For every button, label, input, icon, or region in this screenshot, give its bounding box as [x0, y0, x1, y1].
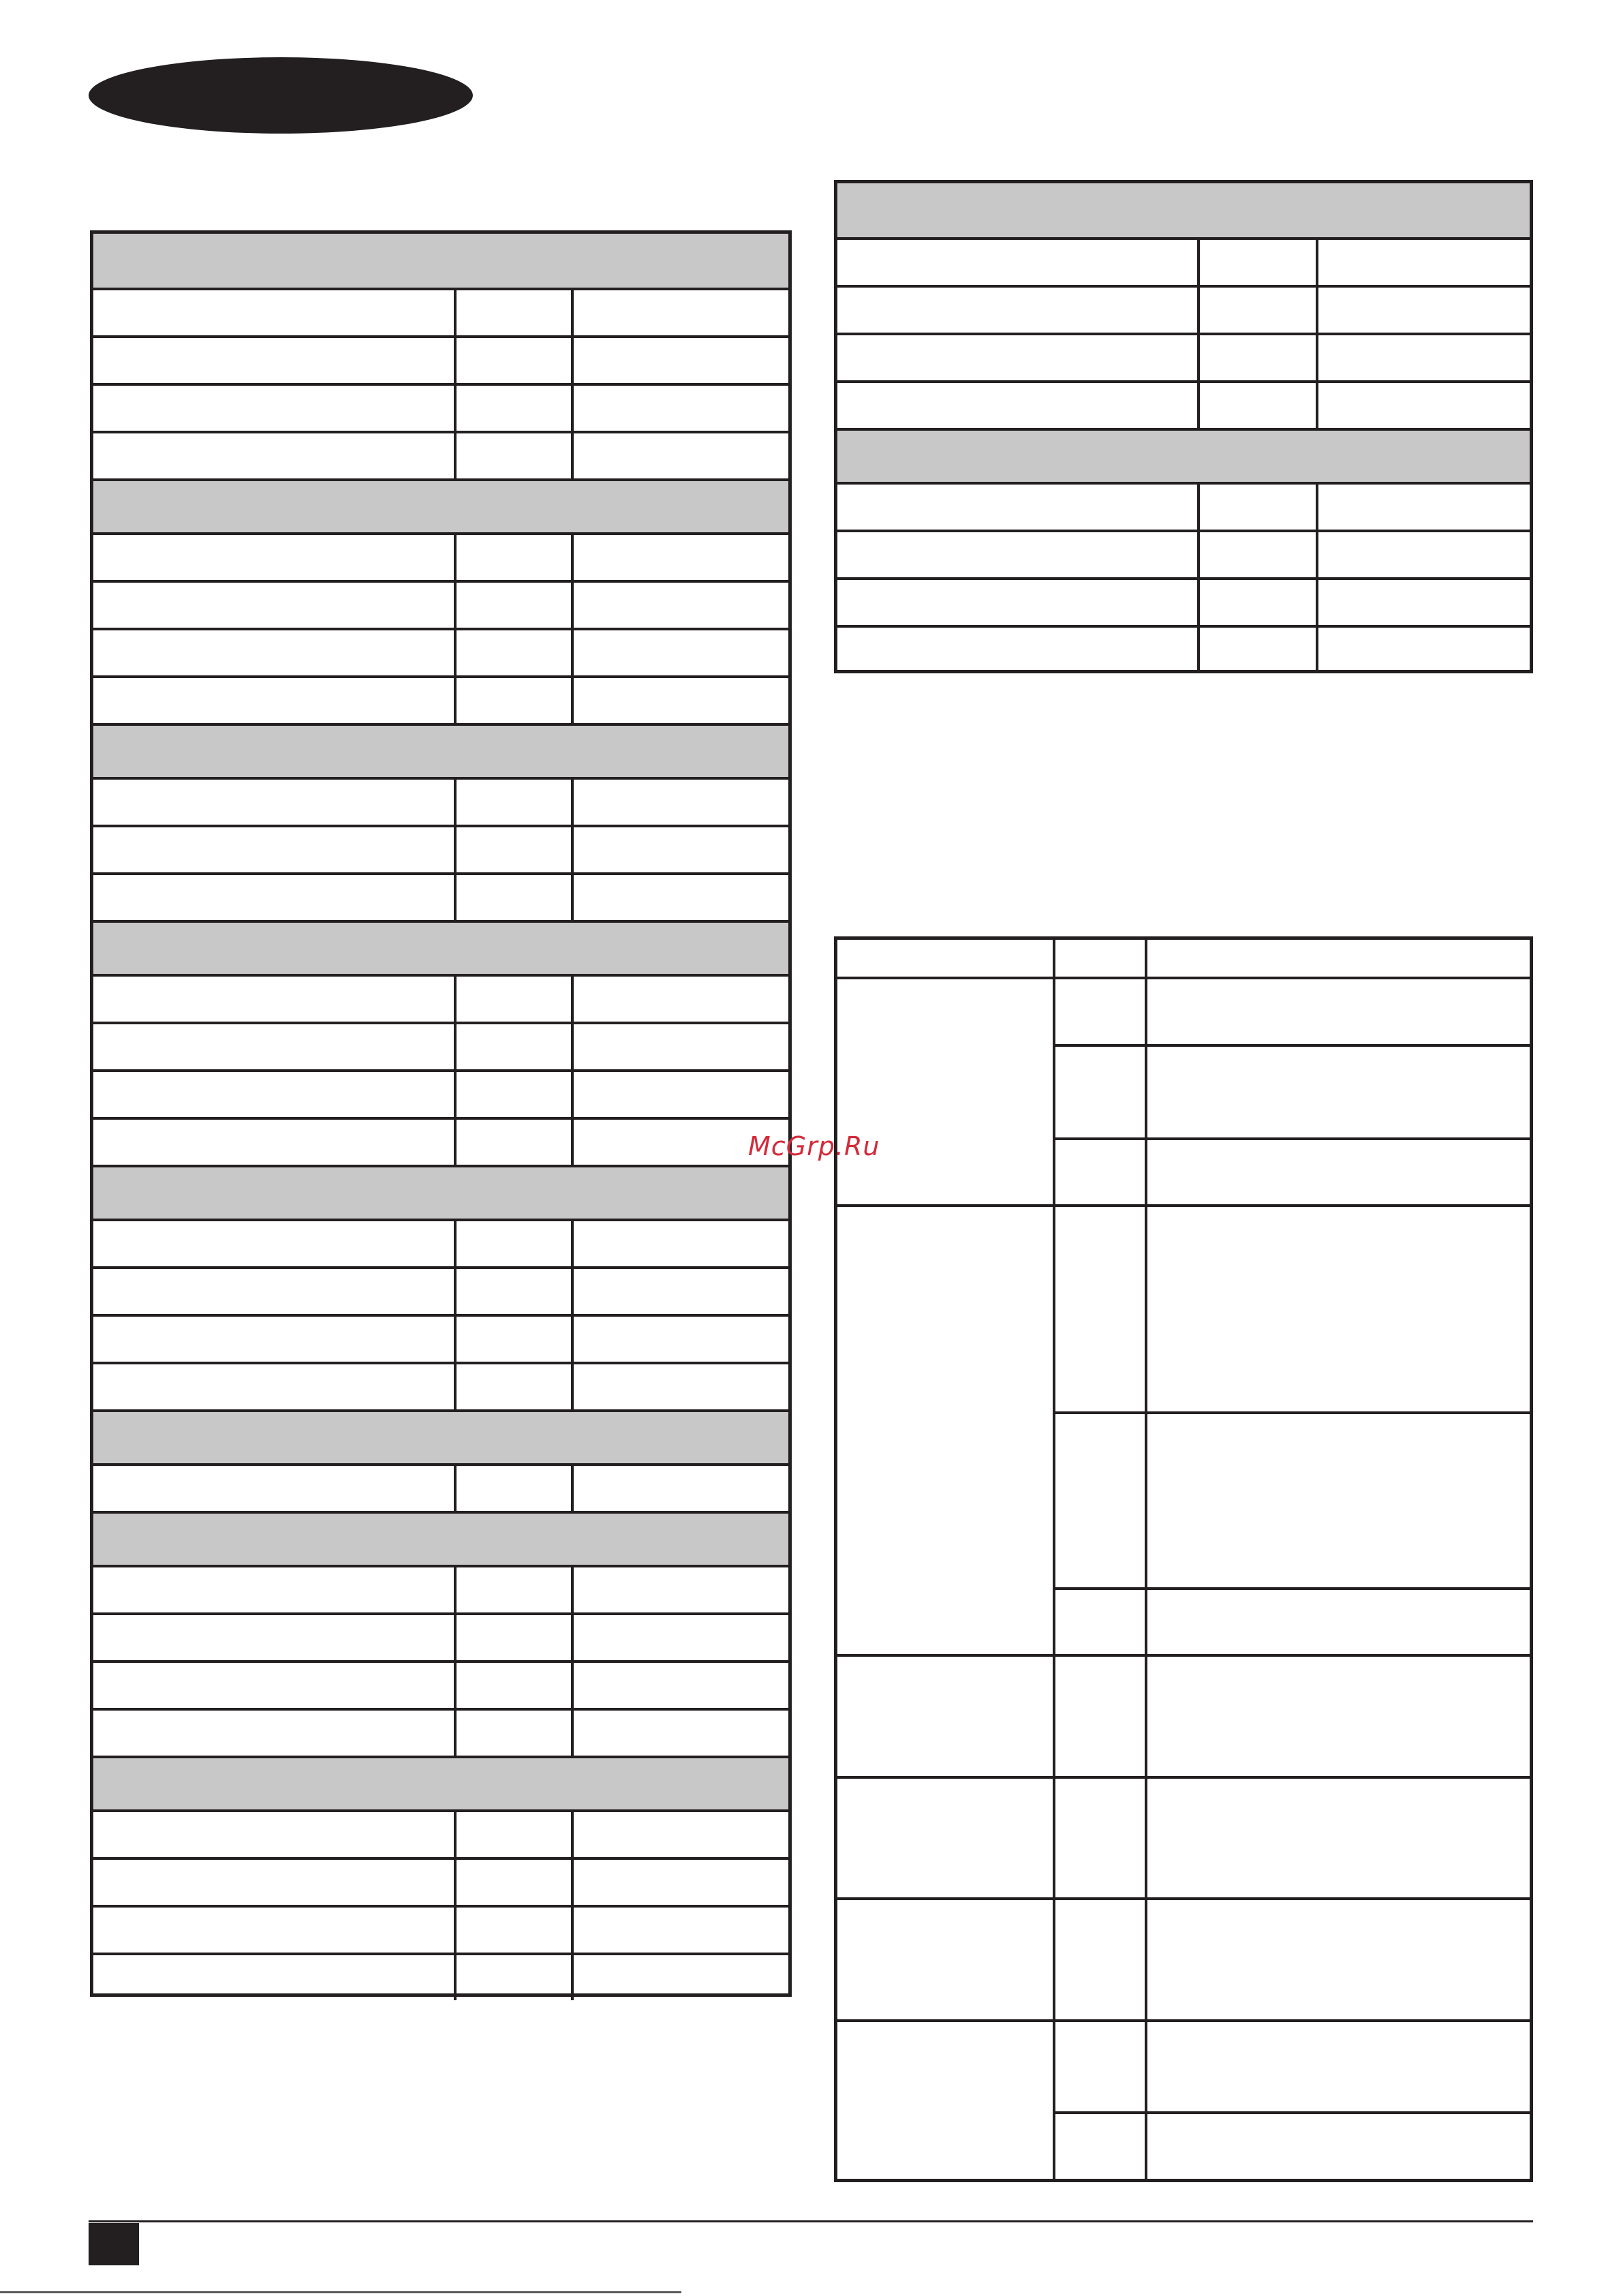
table-cell — [454, 678, 571, 723]
table-header-rule — [837, 977, 1530, 979]
column-divider — [1053, 940, 1055, 2179]
table-cell — [93, 678, 454, 723]
table-row — [93, 1612, 788, 1660]
table-cell — [454, 1120, 571, 1165]
table-cell — [454, 1663, 571, 1708]
table-cell — [1316, 335, 1530, 380]
table-cell — [837, 628, 1197, 673]
table-cell — [1197, 383, 1316, 428]
table-cell — [1197, 532, 1316, 577]
table-row — [93, 1857, 788, 1905]
group-divider — [837, 1204, 1530, 1207]
table-row — [93, 1660, 788, 1708]
group-divider — [837, 1654, 1530, 1657]
table-row — [93, 1463, 788, 1511]
table-cell — [837, 485, 1197, 530]
specifications-table-left — [90, 230, 792, 1997]
table-cell — [454, 827, 571, 872]
section-header-row — [93, 1409, 788, 1463]
table-cell — [454, 290, 571, 335]
section-header-row — [93, 1756, 788, 1809]
troubleshooting-table — [834, 936, 1533, 2182]
table-cell — [454, 338, 571, 383]
table-cell — [93, 1024, 454, 1069]
table-cell — [454, 1615, 571, 1660]
table-row — [93, 1069, 788, 1117]
table-row — [93, 383, 788, 431]
table-cell — [93, 780, 454, 825]
page-number-box — [89, 2223, 139, 2265]
table-cell — [93, 1466, 454, 1511]
table-cell — [571, 290, 788, 335]
table-row — [93, 1809, 788, 1857]
table-cell — [454, 1269, 571, 1314]
table-cell — [1316, 628, 1530, 673]
table-cell — [454, 875, 571, 920]
table-cell — [571, 977, 788, 1022]
table-cell — [454, 630, 571, 675]
row-divider — [1055, 1137, 1530, 1140]
group-divider — [837, 1776, 1530, 1779]
table-cell — [93, 1269, 454, 1314]
table-cell — [1316, 240, 1530, 285]
table-cell — [1197, 335, 1316, 380]
table-row — [93, 1953, 788, 2000]
table-cell — [571, 1812, 788, 1857]
table-cell — [93, 290, 454, 335]
table-cell — [93, 1711, 454, 1756]
table-cell — [837, 335, 1197, 380]
table-cell — [1197, 580, 1316, 625]
table-cell — [454, 1466, 571, 1511]
section-header-row — [93, 1165, 788, 1219]
table-cell — [1197, 628, 1316, 673]
row-divider — [1055, 1044, 1530, 1047]
section-header-row — [837, 183, 1530, 237]
table-cell — [571, 780, 788, 825]
table-row — [837, 482, 1530, 530]
table-cell — [93, 1812, 454, 1857]
table-cell — [454, 977, 571, 1022]
table-cell — [454, 1317, 571, 1362]
table-cell — [1316, 288, 1530, 333]
table-cell — [454, 1567, 571, 1612]
table-cell — [93, 1364, 454, 1409]
table-cell — [93, 1120, 454, 1165]
table-row — [93, 1565, 788, 1612]
table-cell — [1197, 240, 1316, 285]
table-cell — [571, 1221, 788, 1266]
table-row — [93, 872, 788, 920]
table-cell — [837, 532, 1197, 577]
table-cell — [93, 1221, 454, 1266]
table-row — [837, 625, 1530, 673]
table-cell — [571, 827, 788, 872]
table-cell — [571, 1663, 788, 1708]
table-row — [93, 628, 788, 675]
table-cell — [93, 977, 454, 1022]
table-cell — [454, 1711, 571, 1756]
table-cell — [1316, 383, 1530, 428]
table-cell — [454, 433, 571, 478]
table-cell — [1316, 485, 1530, 530]
table-cell — [454, 1860, 571, 1905]
table-cell — [837, 288, 1197, 333]
table-cell — [571, 875, 788, 920]
table-row — [93, 335, 788, 383]
table-cell — [93, 1860, 454, 1905]
table-row — [93, 1905, 788, 1953]
table-cell — [454, 1955, 571, 2000]
table-cell — [571, 1711, 788, 1756]
table-row — [93, 675, 788, 723]
table-row — [837, 285, 1530, 333]
table-cell — [93, 1663, 454, 1708]
table-row — [93, 1219, 788, 1266]
group-divider — [837, 1897, 1530, 1900]
table-row — [837, 237, 1530, 285]
table-row — [93, 777, 788, 825]
table-cell — [571, 583, 788, 628]
table-cell — [571, 386, 788, 431]
table-row — [93, 1117, 788, 1165]
table-cell — [93, 1567, 454, 1612]
table-row — [93, 1266, 788, 1314]
table-cell — [571, 1024, 788, 1069]
table-row — [93, 1022, 788, 1069]
section-header-row — [93, 234, 788, 288]
table-cell — [454, 780, 571, 825]
table-cell — [454, 1364, 571, 1409]
table-row — [93, 825, 788, 872]
section-header-row — [837, 428, 1530, 482]
table-cell — [93, 1072, 454, 1117]
table-row — [837, 530, 1530, 577]
table-cell — [571, 1860, 788, 1905]
table-cell — [93, 1955, 454, 2000]
table-row — [837, 380, 1530, 428]
row-divider — [1055, 1411, 1530, 1414]
table-cell — [837, 383, 1197, 428]
table-row — [837, 333, 1530, 380]
footer-rule — [89, 2220, 1533, 2222]
table-row — [93, 580, 788, 628]
table-row — [837, 577, 1530, 625]
table-cell — [454, 386, 571, 431]
table-row — [93, 974, 788, 1022]
table-cell — [571, 1567, 788, 1612]
table-cell — [571, 433, 788, 478]
table-cell — [571, 1364, 788, 1409]
group-divider — [837, 2019, 1530, 2022]
table-cell — [571, 1269, 788, 1314]
table-cell — [571, 535, 788, 580]
table-cell — [454, 1221, 571, 1266]
table-cell — [93, 535, 454, 580]
table-cell — [1197, 288, 1316, 333]
table-cell — [454, 1072, 571, 1117]
table-cell — [454, 535, 571, 580]
table-cell — [93, 630, 454, 675]
table-cell — [454, 583, 571, 628]
language-badge — [89, 57, 473, 134]
table-row — [93, 1314, 788, 1362]
column-divider — [1145, 940, 1147, 2179]
table-cell — [454, 1812, 571, 1857]
table-cell — [837, 240, 1197, 285]
specifications-table-right — [834, 180, 1533, 673]
table-row — [93, 431, 788, 478]
table-row — [93, 288, 788, 335]
table-row — [93, 1362, 788, 1409]
table-cell — [93, 1317, 454, 1362]
table-cell — [837, 580, 1197, 625]
table-cell — [93, 583, 454, 628]
table-cell — [571, 1072, 788, 1117]
table-cell — [93, 827, 454, 872]
table-cell — [571, 1955, 788, 2000]
table-cell — [571, 338, 788, 383]
table-cell — [1316, 532, 1530, 577]
table-row — [93, 532, 788, 580]
table-cell — [454, 1024, 571, 1069]
table-cell — [454, 1908, 571, 1953]
table-cell — [571, 678, 788, 723]
row-divider — [1055, 2111, 1530, 2114]
table-cell — [1197, 485, 1316, 530]
table-cell — [93, 1615, 454, 1660]
table-cell — [571, 1908, 788, 1953]
table-cell — [571, 1466, 788, 1511]
table-cell — [93, 433, 454, 478]
section-header-row — [93, 920, 788, 974]
watermark-text: McGrp.Ru — [748, 1131, 880, 1161]
section-header-row — [93, 723, 788, 777]
table-row — [93, 1708, 788, 1756]
table-cell — [93, 1908, 454, 1953]
table-cell — [93, 386, 454, 431]
section-header-row — [93, 478, 788, 532]
section-header-row — [93, 1511, 788, 1565]
table-cell — [571, 1615, 788, 1660]
table-cell — [93, 875, 454, 920]
table-cell — [571, 1317, 788, 1362]
table-cell — [1316, 580, 1530, 625]
table-cell — [93, 338, 454, 383]
table-cell — [571, 630, 788, 675]
bottom-edge-rule — [0, 2291, 681, 2293]
row-divider — [1055, 1587, 1530, 1590]
